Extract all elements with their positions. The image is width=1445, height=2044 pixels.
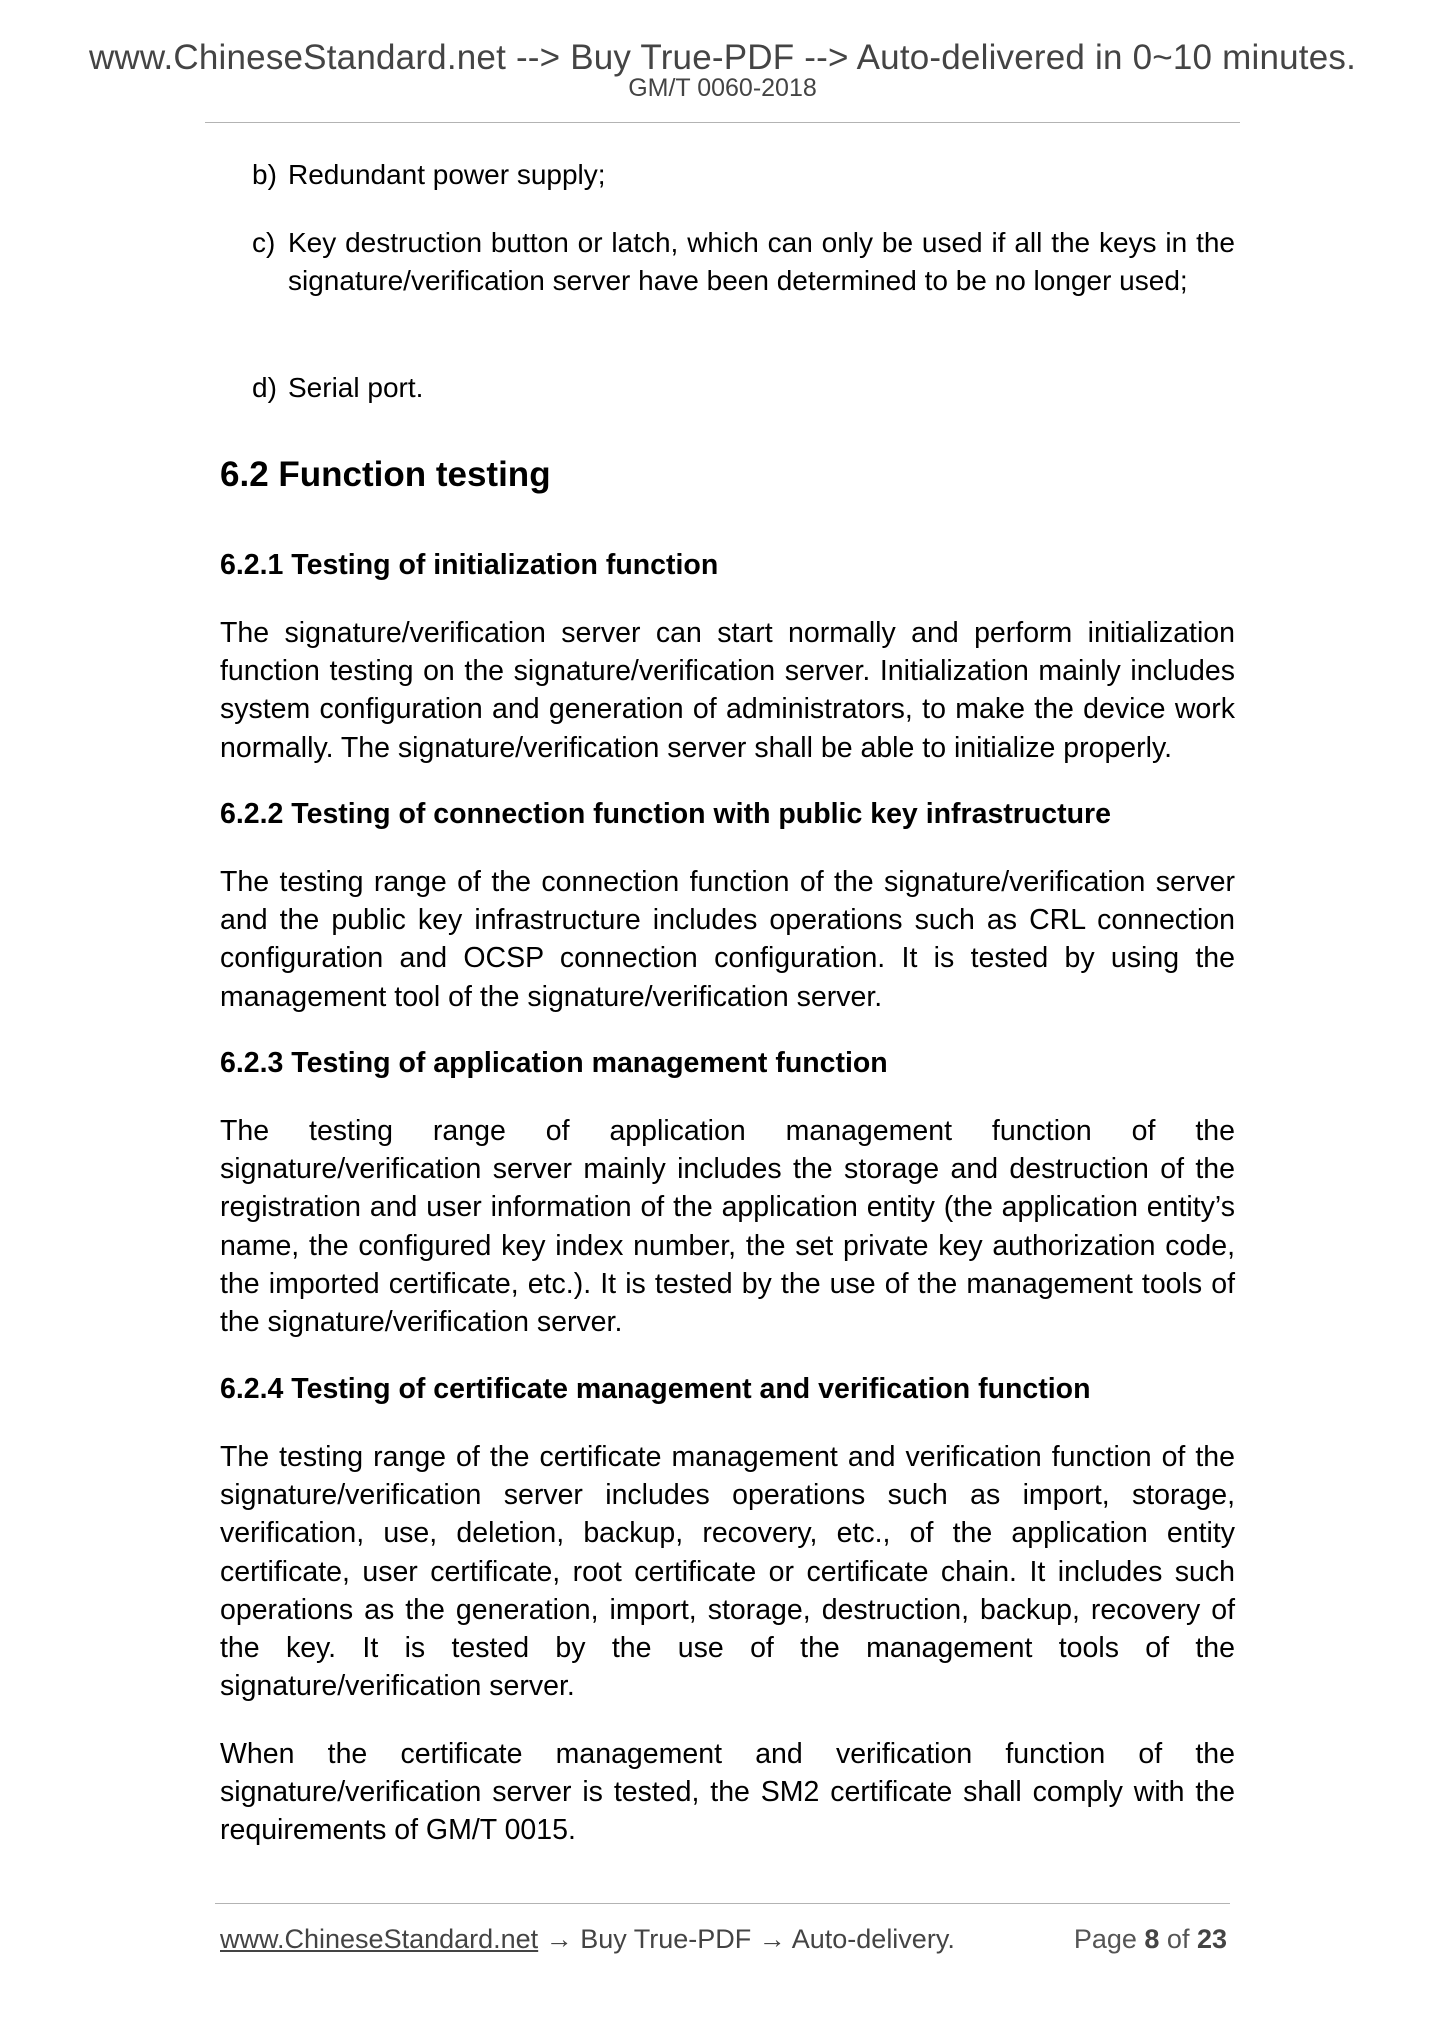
list-marker: d) [252, 372, 277, 403]
footer-divider [215, 1903, 1230, 1904]
list-item-d [252, 369, 1235, 407]
list-item-c [252, 224, 1235, 300]
list-marker: c) [252, 227, 276, 258]
paragraph: The signature/verification server can start normally and perform initialization function testing on the signature/verification server. Initialization mainly includes system configuration and generation of administrators, to make the device work normally. The signature/verification server shall be able to initialize properly. [220, 617, 1235, 764]
list-item-text: Serial port. [288, 372, 424, 403]
site-link[interactable]: www.ChineseStandard.net [220, 1924, 539, 1954]
footer-promo [220, 1922, 955, 1956]
page-current: 8 [1144, 1924, 1160, 1954]
site-banner: www.ChineseStandard.net --> Buy True-PDF --> Auto-delivered in 0~10 minutes. [88, 38, 1357, 77]
list-marker: b) [252, 159, 277, 190]
footer-delivery-text: → Buy True-PDF → Auto-delivery. [538, 1924, 955, 1954]
page-total: 23 [1196, 1924, 1227, 1954]
list-item-text: Redundant power supply; [288, 159, 606, 190]
subsection-heading-6-2-3: 6.2.3 Testing of application management function [220, 1047, 888, 1079]
page-prefix: Page [1073, 1924, 1145, 1954]
standard-code: GM/T 0060-2018 [628, 74, 817, 102]
paragraph: The testing range of the certificate management and verification function of the signature/verification server includes operations such as import, storage, verification, use, deletion, backup, recovery, etc., of the application entity certificate, user certificate, root certificate or certificate chain. It includes such operations as the generation, import, storage, destruction, backup, recovery of the key. It is tested by the use of the management tools of the signature/verification server. [220, 1441, 1235, 1703]
list-item-text: Key destruction button or latch, which can only be used if all the keys in the signature/verification server have been determined to be no longer used; [288, 227, 1235, 296]
list-item-b [252, 156, 1235, 194]
subsection-heading-6-2-4: 6.2.4 Testing of certificate management and verification function [220, 1373, 1091, 1405]
paragraph: When the certificate management and verification function of the signature/verification server is tested, the SM2 certificate shall comply with the requirements of GM/T 0015. [220, 1738, 1235, 1847]
header-divider [205, 122, 1240, 123]
subsection-heading-6-2-2: 6.2.2 Testing of connection function with public key infrastructure [220, 798, 1111, 830]
page-indicator [1074, 1922, 1227, 1956]
page-of: of [1159, 1924, 1197, 1954]
subsection-heading-6-2-1: 6.2.1 Testing of initialization function [220, 549, 719, 581]
paragraph: The testing range of application management function of the signature/verification server mainly includes the storage and destruction of the registration and user information of the application entity (the application entity’s name, the configured key index number, the set private key authorization code, the imported certificate, etc.). It is tested by the use of the management tools of the signature/verification server. [220, 1115, 1235, 1339]
section-heading: 6.2 Function testing [220, 455, 551, 494]
paragraph: The testing range of the connection function of the signature/verification server and the public key infrastructure includes operations such as CRL connection configuration and OCSP connection configuration. It is tested by using the management tool of the signature/verification server. [220, 866, 1235, 1013]
